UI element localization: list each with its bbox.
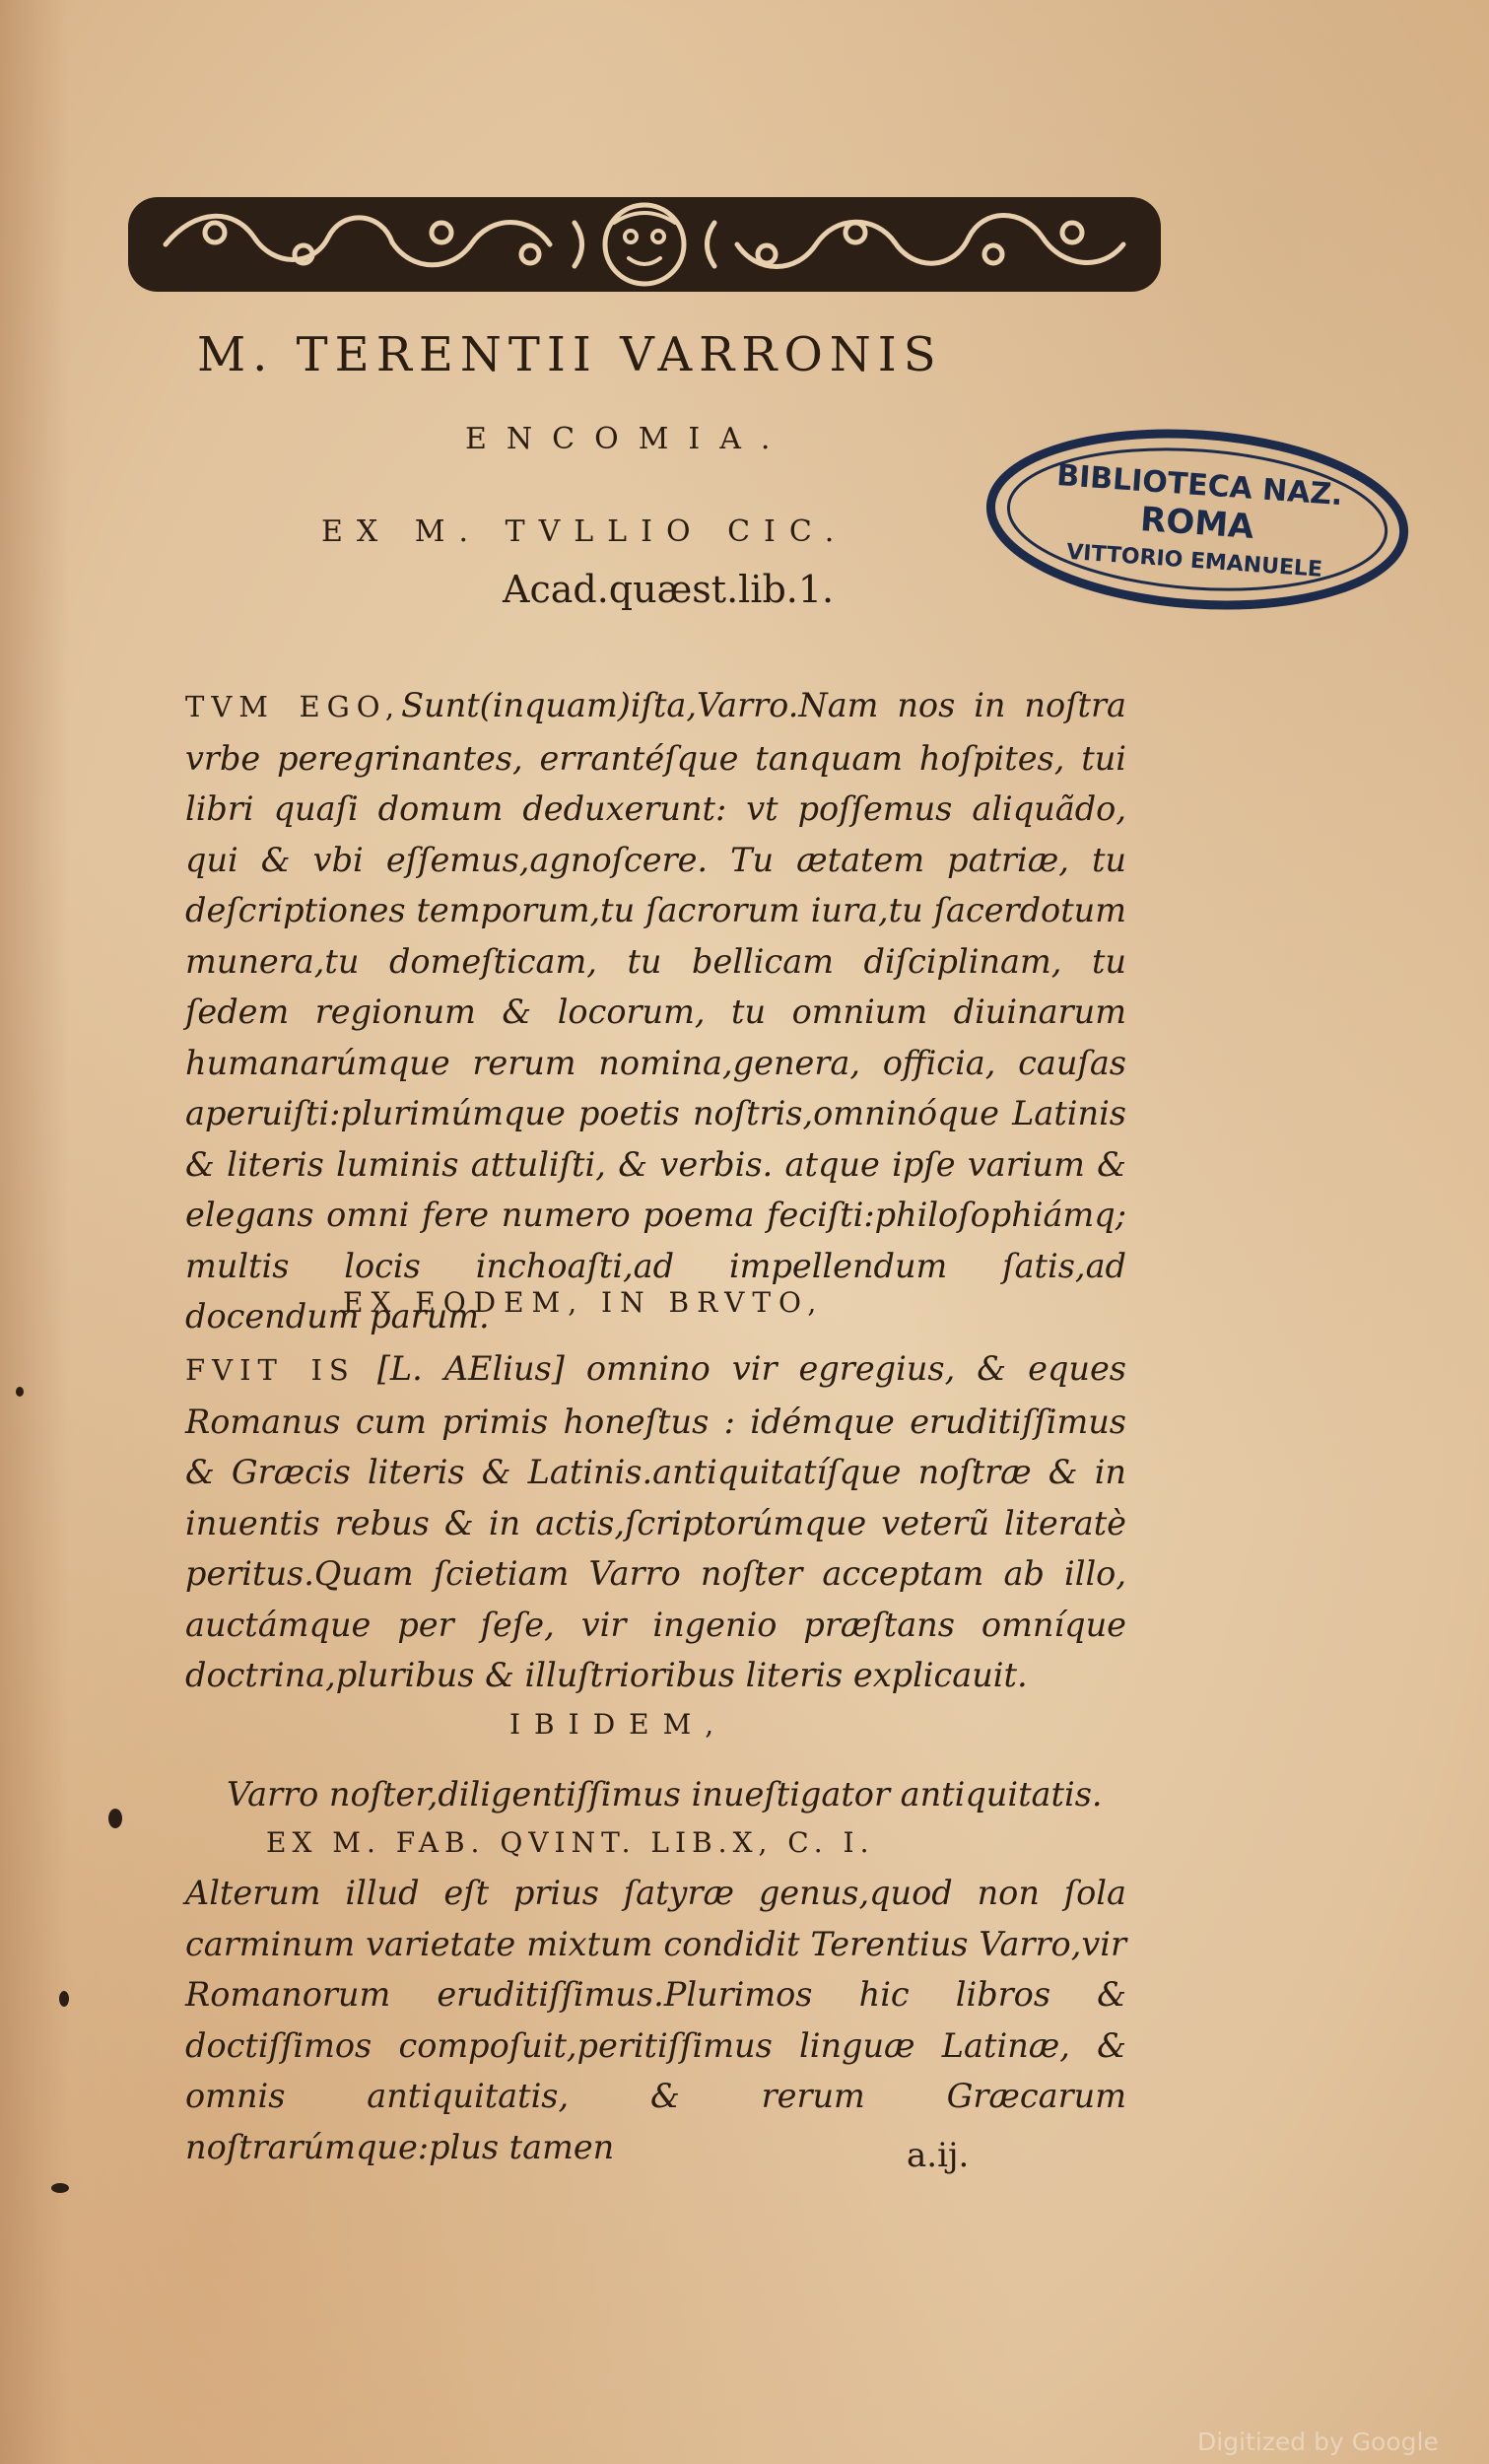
section-subheading-academica: Acad.quæst.lib.1. <box>503 568 835 611</box>
ornamental-headpiece <box>126 193 1163 296</box>
ink-spot <box>108 1809 122 1828</box>
stamp-line-2: ROMA <box>1138 500 1255 547</box>
paragraph-lead-fvit-is: FVIT IS <box>185 1353 356 1387</box>
paragraph-ibidem: Varro noſter,diligentiſſimus inueſtigator antiquitatis. <box>227 1775 1103 1814</box>
section-heading-quintilian: EX M. FAB. QVINT. LIB.X, C. I. <box>266 1826 875 1859</box>
ink-spot <box>51 2183 69 2193</box>
book-subtitle: ENCOMIA. <box>465 422 790 456</box>
section-heading-tullius: EX M. TVLLIO CIC. <box>321 514 848 549</box>
paragraph-quintilian: Alterum illud eſt prius ſatyræ genus,quod non ſola carminum varietate mixtum condidit Terentius Varro,vir Romanorum eruditiſſimus.Plurimos hic libros & doctiſſimos compoſuit,peritiſſimus linguæ Latinæ, & omnis antiquitatis, & rerum Græcarum noſtrarúmque:plus tamen <box>185 1874 1126 2166</box>
paragraph-lead-tvm-ego: TVM EGO, <box>185 690 402 723</box>
page-gutter-shadow <box>0 0 69 2464</box>
ink-spot <box>16 1387 24 1397</box>
catchword-signature: a.ij. <box>907 2136 970 2175</box>
paragraph-text-bruto: [L. AElius] omnino vir egregius, & eques Romanus cum primis honeſtus : idémque eruditiſſimus & Græcis literis & Latinis.antiquitatíſque noſtræ & in inuentis rebus & in actis,ſcriptorúmque veterũ literatè peritus.Quam ſcietiam Varro noſter acceptam ab illo, auctámque per ſeſe, vir ingenio præſtans omníque doctrina,pluribus & illuſtrioribus literis explicauit. <box>185 1349 1126 1694</box>
paragraph-text-academica: Sunt(inquam)iſta,Varro.Nam nos in noſtra vrbe peregrinantes, errantéſque tanquam hoſpites, tui libri quaſi domum deduxerunt: vt poſſemus aliquãdo, qui & vbi eſſemus,agnoſcere. Tu ætatem patriæ, tu deſcriptiones temporum,tu ſacrorum iura,tu ſacerdotum munera,tu domeſticam, tu bellicam diſciplinam, tu ſedem regionum & locorum, tu omnium diuinarum humanarúmque rerum nomina,genera, officia, cauſas aperuiſti:plurimúmque poetis noſtris,omninóque Latinis & literis luminis attuliſti, & verbis. atque ipſe varium & elegans omni fere numero poema feciſti:philoſophiámq; multis locis inchoaſti,ad impellendum ſatis,ad docendum parum. <box>185 686 1126 1335</box>
book-title: M. TERENTII VARRONIS <box>197 327 943 382</box>
paragraph-bruto <box>185 1343 1126 1701</box>
stamp-line-1: BIBLIOTECA NAZ. <box>1055 457 1344 513</box>
section-heading-ibidem: IBIDEM, <box>509 1708 728 1741</box>
library-stamp <box>975 409 1421 631</box>
ink-spot <box>59 1991 69 2007</box>
stamp-line-3: VITTORIO EMANUELE <box>1065 539 1323 582</box>
digitization-watermark: Digitized by Google <box>1197 2428 1439 2456</box>
paragraph-academica <box>185 680 1126 1342</box>
section-heading-bruto: EX EODEM, IN BRVTO, <box>343 1286 825 1319</box>
